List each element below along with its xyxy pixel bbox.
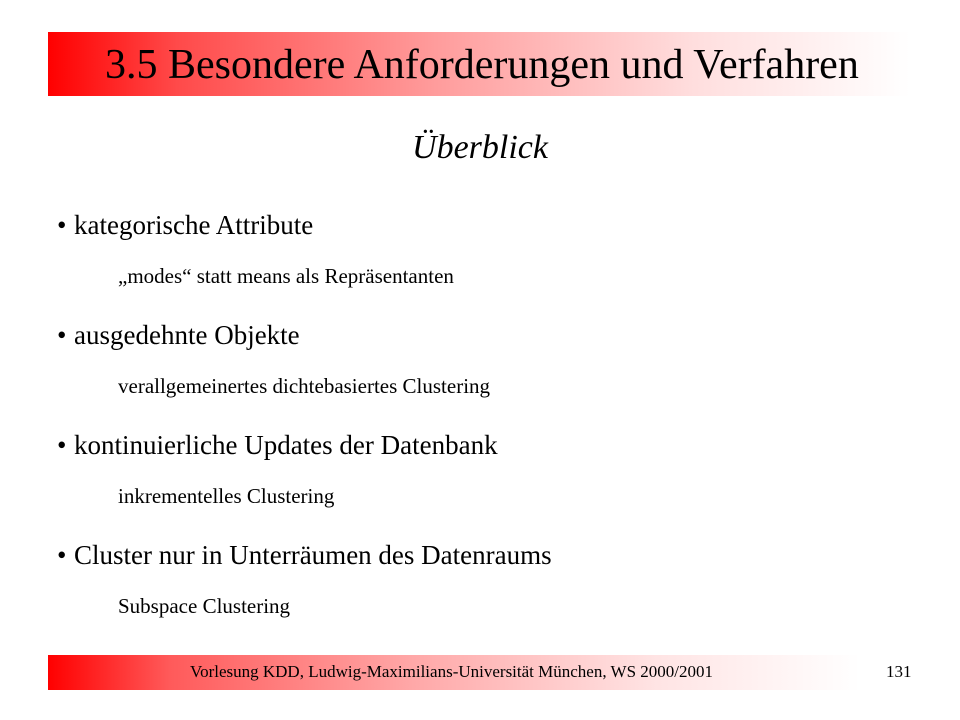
bullet-detail: inkrementelles Clustering bbox=[118, 484, 335, 508]
slide-subtitle: Überblick bbox=[412, 129, 548, 166]
bullet-detail: „modes“ statt means als Repräsentanten bbox=[118, 264, 454, 288]
bullet-label: ausgedehnte Objekte bbox=[74, 320, 300, 350]
bullet-icon: • bbox=[57, 540, 67, 570]
slide-title: 3.5 Besondere Anforderungen und Verfahren bbox=[105, 42, 859, 88]
footer-text: Vorlesung KDD, Ludwig-Maximilians-Universität München, WS 2000/2001 bbox=[190, 662, 714, 681]
bullet-label: kategorische Attribute bbox=[74, 210, 314, 240]
list-item bbox=[57, 208, 917, 318]
bullet-line bbox=[57, 208, 313, 242]
bullet-icon: • bbox=[57, 210, 67, 240]
bullet-detail: Subspace Clustering bbox=[118, 594, 291, 618]
list-item bbox=[57, 538, 917, 648]
page-number: 131 bbox=[886, 662, 912, 681]
bullet-icon: • bbox=[57, 430, 67, 460]
list-item bbox=[57, 428, 917, 538]
bullet-icon: • bbox=[57, 320, 67, 350]
bullet-list bbox=[57, 208, 917, 648]
bullet-label: kontinuierliche Updates der Datenbank bbox=[74, 430, 498, 460]
bullet-line bbox=[57, 538, 552, 572]
bullet-detail: verallgemeinertes dichtebasiertes Clustering bbox=[118, 374, 491, 398]
bullet-label: Cluster nur in Unterräumen des Datenraums bbox=[74, 540, 552, 570]
bullet-line bbox=[57, 428, 498, 462]
bullet-line bbox=[57, 318, 300, 352]
list-item bbox=[57, 318, 917, 428]
